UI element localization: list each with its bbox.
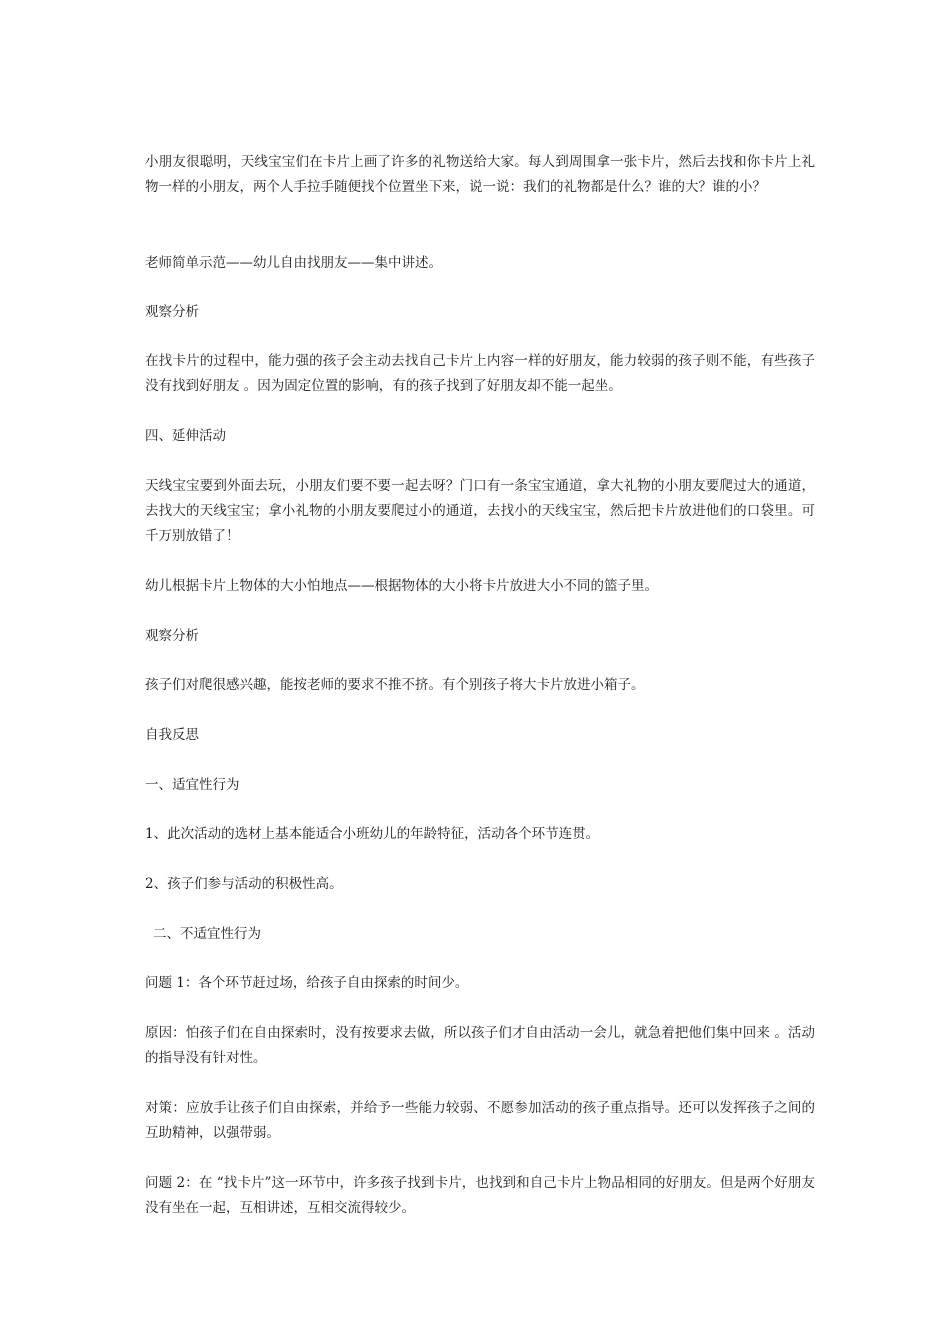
heading-observation-1: 观察分析 [145, 304, 199, 320]
paragraph-point-2: 2、孩子们参与活动的积极性高。 [145, 876, 343, 892]
paragraph-observation-2: 孩子们对爬很感兴趣，能按老师的要求不推不挤。有个别孩子将大卡片放进小箱子。 [145, 677, 645, 693]
heading-observation-2: 观察分析 [145, 628, 199, 644]
paragraph-sorting-steps: 幼儿根据卡片上物体的大小怕地点——根据物体的大小将卡片放进大小不同的篮子里。 [145, 578, 658, 594]
paragraph-countermeasure: 对策：应放手让孩子们自由探索，并给予一些能力较弱、不愿参加活动的孩子重点指导。还可以发挥孩子之间的互助精神，以强带弱。 [145, 1100, 815, 1141]
heading-extension-activity: 四、延伸活动 [145, 428, 226, 444]
paragraph-point-1: 1、此次活动的选材上基本能适合小班幼儿的年龄特征，活动各个环节连贯。 [145, 826, 600, 842]
heading-self-reflection: 自我反思 [145, 727, 199, 743]
paragraph-extension-instructions: 天线宝宝要到外面去玩，小朋友们要不要一起去呀？门口有一条宝宝通道，拿大礼物的小朋友要爬过大的通道，去找大的天线宝宝；拿小礼物的小朋友要爬过小的通道，去找小的天线宝宝，然后把卡片放进他们的口袋里。可千万别放错了！ [145, 478, 815, 544]
paragraph-intro-instructions: 小朋友很聪明，天线宝宝们在卡片上画了许多的礼物送给大家。每人到周围拿一张卡片，然后去找和你卡片上礼物一样的小朋友，两个人手拉手随便找个位置坐下来，说一说：我们的礼物都是什么？谁的大？谁的小？ [145, 154, 815, 195]
paragraph-problem-1: 问题 1：各个环节赶过场，给孩子自由探索的时间少。 [145, 975, 469, 991]
heading-appropriate-behavior: 一、适宜性行为 [145, 777, 240, 793]
paragraph-observation-1: 在找卡片的过程中，能力强的孩子会主动去找自己卡片上内容一样的好朋友，能力较弱的孩子则不能，有些孩子没有找到好朋友 。因为固定位置的影响，有的孩子找到了好朋友却不能一起坐。 [145, 353, 815, 394]
paragraph-demo-steps: 老师简单示范——幼儿自由找朋友——集中讲述。 [145, 255, 442, 271]
paragraph-reason: 原因：怕孩子们在自由探索时，没有按要求去做，所以孩子们才自由活动一会儿，就急着把他们集中回来 。活动的指导没有针对性。 [145, 1025, 815, 1066]
paragraph-problem-2: 问题 2：在 “找卡片”这一环节中，许多孩子找到卡片，也找到和自己卡片上物品相同的好朋友。但是两个好朋友没有坐在一起，互相讲述，互相交流得较少。 [145, 1175, 815, 1216]
heading-inappropriate-behavior: 二、不适宜性行为 [153, 926, 261, 942]
